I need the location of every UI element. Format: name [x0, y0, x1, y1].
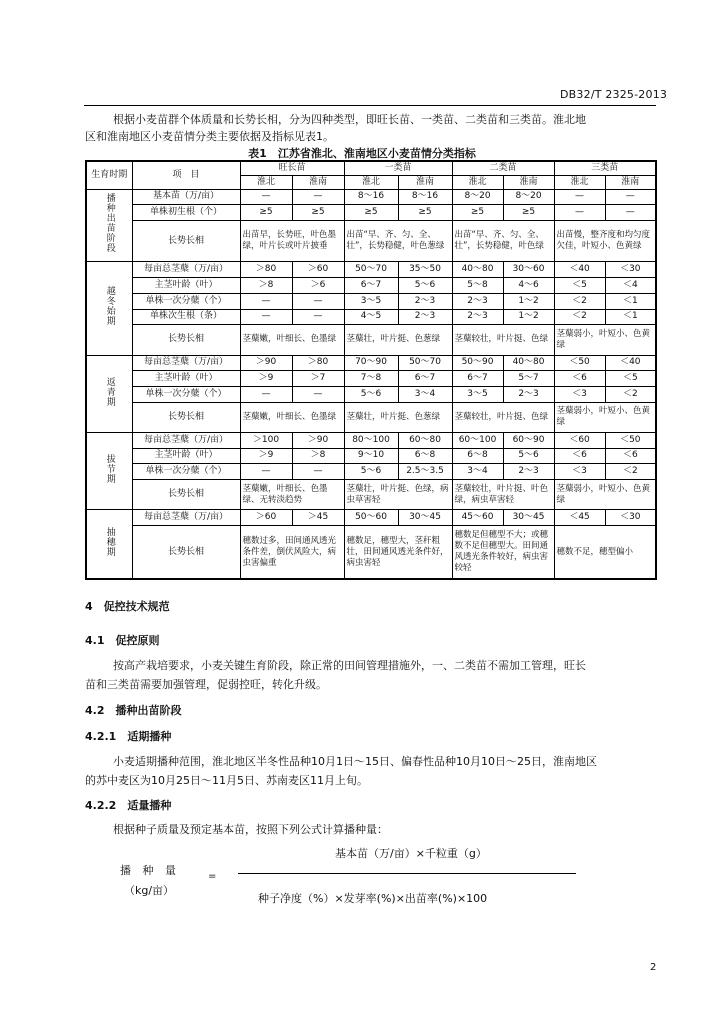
value-cell: 5～6	[503, 448, 554, 464]
value-cell: —	[292, 464, 344, 480]
appearance-cell: 穗数过多，田间通风透光条件差，倒伏风险大，病虫害偏重	[240, 526, 344, 579]
table-row-appearance	[86, 402, 656, 432]
row-item: 基本苗（万/亩）	[132, 189, 240, 205]
value-cell: 50～70	[344, 262, 398, 278]
value-cell: 40～80	[452, 262, 503, 278]
value-cell: ≥5	[344, 205, 398, 221]
stage-name	[86, 510, 132, 579]
appearance-cell: 茎蘖壮，叶片挺、色绿，病虫草害轻	[344, 480, 452, 510]
row-item: 长势长相	[132, 480, 240, 510]
header-period: 生育时期	[86, 161, 132, 189]
value-cell: 5～6	[398, 278, 452, 294]
value-cell: 9～10	[344, 448, 398, 464]
value-cell: 80～100	[344, 432, 398, 448]
section-4-1-para-1: 按高产栽培要求，小麦关键生育阶段，除正常的田间管理措施外，一、二类苗不需加工管理，旺长	[113, 659, 586, 672]
section-4-1-para-2: 苗和三类苗需要加强管理，促弱控旺，转化升级。	[85, 678, 327, 691]
value-cell: 8～20	[452, 189, 503, 205]
stage-name	[86, 355, 132, 432]
header-region: 淮南	[292, 175, 344, 189]
header-region: 淮南	[398, 175, 452, 189]
table-row-appearance	[86, 526, 656, 579]
value-cell: ＜40	[554, 262, 605, 278]
stage-name	[86, 432, 132, 509]
value-cell: 50～70	[398, 355, 452, 371]
row-item: 单株一次分蘖（个）	[132, 293, 240, 309]
value-cell: 40～80	[503, 355, 554, 371]
value-cell: 30～45	[503, 510, 554, 526]
value-cell: —	[292, 189, 344, 205]
row-item: 每亩总茎蘖（万/亩）	[132, 355, 240, 371]
table-row	[86, 262, 656, 278]
appearance-cell: 茎蘖嫩，叶细长、色墨绿、无转淡趋势	[240, 480, 344, 510]
appearance-cell: 茎蘖弱小，叶短小、色黄绿	[554, 325, 656, 355]
row-item: 单株初生根（个）	[132, 205, 240, 221]
value-cell: ＜3	[554, 464, 605, 480]
intro-line-2: 区和淮南地区小麦苗情分类主要依据及指标见表1。	[85, 130, 334, 143]
table-row	[86, 432, 656, 448]
value-cell: ＞9	[240, 371, 292, 387]
value-cell: 3～5	[452, 386, 503, 402]
table-title: 表1 江苏省淮北、淮南地区小麦苗情分类指标	[248, 147, 476, 160]
table-row-appearance	[86, 480, 656, 510]
value-cell: ＜5	[605, 371, 656, 387]
header-group: 三类苗	[554, 161, 656, 175]
value-cell: 2～3	[452, 309, 503, 325]
value-cell: 3～4	[398, 386, 452, 402]
appearance-cell: 茎蘖较壮，叶片挺、色绿	[452, 325, 554, 355]
document-id: DB32/T 2325-2013	[560, 88, 668, 101]
row-item: 主茎叶龄（叶）	[132, 371, 240, 387]
appearance-cell: 茎蘖较壮，叶片挺、色绿	[452, 402, 554, 432]
section-4-2-2-para-1: 根据种子质量及预定基本苗，按照下列公式计算播种量：	[113, 823, 388, 836]
row-item: 每亩总茎蘖（万/亩）	[132, 510, 240, 526]
appearance-cell: 穗数不足，穗型偏小	[554, 526, 656, 579]
value-cell: 70～90	[344, 355, 398, 371]
value-cell: ＜2	[605, 386, 656, 402]
value-cell: ＜2	[554, 309, 605, 325]
value-cell: 30～60	[503, 262, 554, 278]
table-row	[86, 510, 656, 526]
value-cell: ≥5	[503, 205, 554, 221]
value-cell: ＞100	[240, 432, 292, 448]
value-cell: 5～7	[503, 371, 554, 387]
value-cell: 35～50	[398, 262, 452, 278]
header-region: 淮北	[554, 175, 605, 189]
formula-unit: （kg/亩）	[124, 884, 175, 897]
table-row	[86, 371, 656, 387]
value-cell: 5～8	[452, 278, 503, 294]
header-group: 二类苗	[452, 161, 554, 175]
value-cell: 3～4	[452, 464, 503, 480]
header-group: 旺长苗	[240, 161, 344, 175]
value-cell: —	[292, 386, 344, 402]
appearance-cell: 穗数足但穗型不大；或穗数不足但穗型大。田间通风透光条件较好，病虫害较轻	[452, 526, 554, 579]
value-cell: ＞80	[240, 262, 292, 278]
value-cell: ＞9	[240, 448, 292, 464]
appearance-cell: 出苗早，长势旺，叶色墨绿，叶片长或叶片披垂	[240, 220, 344, 262]
value-cell: 1～2	[503, 293, 554, 309]
table-row	[86, 464, 656, 480]
intro-line-1: 根据小麦苗群个体质量和长势长相，分为四种类型，即旺长苗、一类苗、二类苗和三类苗。淮北地	[113, 113, 586, 126]
header-region: 淮北	[452, 175, 503, 189]
formula-denominator: 种子净度（%）×发芽率(%)×出苗率(%)×100	[258, 892, 488, 905]
appearance-cell: 茎蘖嫩，叶细长、色墨绿	[240, 402, 344, 432]
table-row	[86, 278, 656, 294]
header-group: 一类苗	[344, 161, 452, 175]
stage-name	[86, 262, 132, 355]
table-row-appearance	[86, 325, 656, 355]
value-cell: 2～3	[503, 464, 554, 480]
value-cell: ＜50	[554, 355, 605, 371]
value-cell: 6～7	[398, 371, 452, 387]
appearance-cell: 茎蘖嫩，叶细长、色墨绿	[240, 325, 344, 355]
table-row	[86, 309, 656, 325]
value-cell: 45～60	[452, 510, 503, 526]
section-4-heading: 4 促控技术规范	[85, 600, 170, 613]
row-item: 单株次生根（条）	[132, 309, 240, 325]
table-row	[86, 386, 656, 402]
value-cell: —	[292, 309, 344, 325]
value-cell: 5～6	[344, 386, 398, 402]
value-cell: 8～20	[503, 189, 554, 205]
stage-label: 返青期	[104, 376, 115, 407]
row-item: 每亩总茎蘖（万/亩）	[132, 432, 240, 448]
header-region: 淮北	[240, 175, 292, 189]
value-cell: ＜6	[554, 448, 605, 464]
row-item: 长势长相	[132, 325, 240, 355]
value-cell: —	[240, 464, 292, 480]
section-4-2-2-heading: 4.2.2 适量播种	[85, 799, 172, 812]
value-cell: 30～45	[398, 510, 452, 526]
value-cell: ＜2	[554, 293, 605, 309]
value-cell: ＞60	[292, 262, 344, 278]
row-item: 主茎叶龄（叶）	[132, 448, 240, 464]
value-cell: 60～90	[503, 432, 554, 448]
value-cell: 5～6	[344, 464, 398, 480]
value-cell: 3～5	[344, 293, 398, 309]
value-cell: 1～2	[503, 309, 554, 325]
appearance-cell: 茎蘖弱小，叶短小、色黄绿	[554, 480, 656, 510]
value-cell: 2～3	[398, 309, 452, 325]
formula-lhs: 播 种 量	[120, 864, 180, 877]
value-cell: ＞80	[292, 355, 344, 371]
row-item: 长势长相	[132, 220, 240, 262]
value-cell: 8～16	[398, 189, 452, 205]
row-item: 每亩总茎蘖（万/亩）	[132, 262, 240, 278]
value-cell: ＜60	[554, 432, 605, 448]
value-cell: 4～6	[503, 278, 554, 294]
table-row	[86, 189, 656, 205]
page-number: 2	[650, 962, 657, 973]
value-cell: 6～7	[344, 278, 398, 294]
value-cell: 8～16	[344, 189, 398, 205]
value-cell: 50～60	[344, 510, 398, 526]
appearance-cell: 出苗“早、齐、匀、全、壮”，长势稳健，叶色绿	[452, 220, 554, 262]
formula-equals: =	[208, 871, 217, 882]
table-row	[86, 205, 656, 221]
value-cell: ＜3	[554, 386, 605, 402]
section-4-2-1-heading: 4.2.1 适期播种	[85, 730, 172, 743]
value-cell: —	[292, 293, 344, 309]
value-cell: ≥5	[292, 205, 344, 221]
row-item: 主茎叶龄（叶）	[132, 278, 240, 294]
header-region: 淮南	[605, 175, 656, 189]
value-cell: —	[605, 205, 656, 221]
formula-fraction-bar	[238, 873, 576, 874]
header-region: 淮北	[344, 175, 398, 189]
value-cell: ＜5	[554, 278, 605, 294]
value-cell: ＞7	[292, 371, 344, 387]
value-cell: ＜1	[605, 309, 656, 325]
value-cell: ＞90	[240, 355, 292, 371]
stage-name	[86, 189, 132, 262]
value-cell: —	[554, 205, 605, 221]
value-cell: —	[554, 189, 605, 205]
value-cell: ＞8	[292, 448, 344, 464]
row-item: 长势长相	[132, 526, 240, 579]
value-cell: 60～80	[398, 432, 452, 448]
table-row-appearance	[86, 220, 656, 262]
formula-numerator: 基本苗（万/亩）×千粒重（g）	[335, 847, 487, 860]
header-item: 项 目	[132, 161, 240, 189]
seedling-classification-table	[85, 160, 657, 580]
stage-label: 播种出苗阶段	[104, 193, 115, 254]
table-row	[86, 355, 656, 371]
section-4-2-1-para-1: 小麦适期播种范围，淮北地区半冬性品种10月1日～15日、偏春性品种10月10日～25日，淮南地区	[113, 755, 597, 768]
value-cell: ＜2	[605, 464, 656, 480]
value-cell: —	[240, 293, 292, 309]
value-cell: 2～3	[503, 386, 554, 402]
stage-label: 拔节期	[104, 454, 115, 485]
section-4-1-heading: 4.1 促控原则	[85, 634, 160, 647]
section-4-2-heading: 4.2 播种出苗阶段	[85, 704, 182, 717]
value-cell: ＞60	[240, 510, 292, 526]
appearance-cell: 茎蘖弱小，叶短小、色黄绿	[554, 402, 656, 432]
value-cell: ＜6	[554, 371, 605, 387]
value-cell: ＜50	[605, 432, 656, 448]
stage-label: 抽穗期	[104, 527, 115, 558]
value-cell: ＜1	[605, 293, 656, 309]
value-cell: ＞6	[292, 278, 344, 294]
row-item: 单株一次分蘖（个）	[132, 464, 240, 480]
value-cell: ≥5	[452, 205, 503, 221]
value-cell: 6～8	[452, 448, 503, 464]
value-cell: —	[240, 309, 292, 325]
stage-label: 越冬始期	[104, 286, 115, 327]
value-cell: ≥5	[398, 205, 452, 221]
appearance-cell: 出苗慢，整齐度和均匀度欠佳，叶短小、色黄绿	[554, 220, 656, 262]
header-rule	[84, 105, 656, 106]
value-cell: 60～100	[452, 432, 503, 448]
value-cell: 6～8	[398, 448, 452, 464]
appearance-cell: 茎蘖壮，叶片挺、色葱绿	[344, 402, 452, 432]
value-cell: —	[240, 386, 292, 402]
value-cell: 4～5	[344, 309, 398, 325]
table-row	[86, 293, 656, 309]
value-cell: ＞8	[240, 278, 292, 294]
header-region: 淮南	[503, 175, 554, 189]
value-cell: ＜45	[554, 510, 605, 526]
value-cell: ＞90	[292, 432, 344, 448]
value-cell: ＞45	[292, 510, 344, 526]
appearance-cell: 穗数足，穗型大，茎秆粗壮，田间通风透光条件好，病虫害轻	[344, 526, 452, 579]
value-cell: ＜6	[605, 448, 656, 464]
appearance-cell: 茎蘖壮，叶片挺、色葱绿	[344, 325, 452, 355]
value-cell: 2.5～3.5	[398, 464, 452, 480]
value-cell: 2～3	[452, 293, 503, 309]
value-cell: —	[605, 189, 656, 205]
row-item: 长势长相	[132, 402, 240, 432]
table-row	[86, 448, 656, 464]
value-cell: 6～7	[452, 371, 503, 387]
value-cell: ＜40	[605, 355, 656, 371]
value-cell: 50～90	[452, 355, 503, 371]
value-cell: 2～3	[398, 293, 452, 309]
value-cell: 7～8	[344, 371, 398, 387]
value-cell: ＜4	[605, 278, 656, 294]
value-cell: —	[240, 189, 292, 205]
appearance-cell: 茎蘖较壮，叶片挺、叶色绿，病虫草害轻	[452, 480, 554, 510]
value-cell: ＜30	[605, 262, 656, 278]
row-item: 单株一次分蘖（个）	[132, 386, 240, 402]
value-cell: ≥5	[240, 205, 292, 221]
section-4-2-1-para-2: 的苏中麦区为10月25日～11月5日、苏南麦区11月上旬。	[85, 774, 368, 787]
value-cell: ＜30	[605, 510, 656, 526]
appearance-cell: 出苗“早、齐、匀、全、壮”，长势稳健，叶色葱绿	[344, 220, 452, 262]
